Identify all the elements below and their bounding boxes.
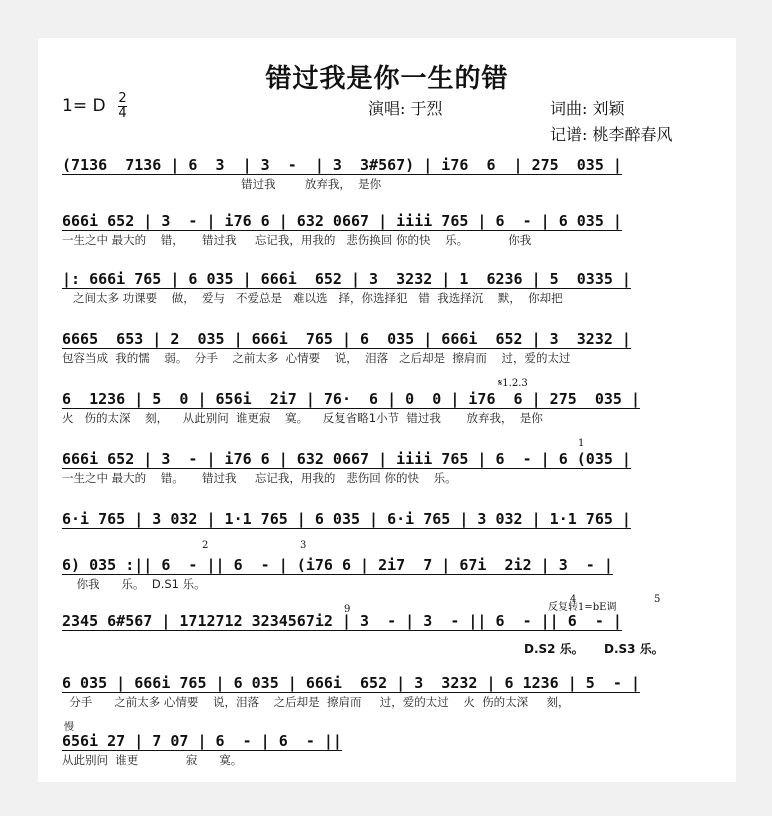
score-row	[62, 554, 722, 592]
tuplet-9-label: 9	[344, 604, 351, 615]
score-row	[62, 730, 722, 768]
notation-line: 666i 652 | 3 - | i76 6 | 632 0667 | iiii 765 | 6 - | 6 (035 |	[62, 450, 631, 468]
singer-credit: 演唱: 于烈	[368, 99, 443, 118]
notation-line: |: 666i 765 | 6 035 | 666i 652 | 3 3232 | 1 6236 | 5 0335 |	[62, 270, 631, 288]
ending-2-label: 2	[202, 540, 209, 551]
notation-line: 6·i 765 | 3 032 | 1·1 765 | 6 035 | 6·i 765 | 3 032 | 1·1 765 |	[62, 510, 631, 528]
lyric-line: 分手 之前太多 心情要 说，泪落 之后却是 擦肩而 过，爱的太过 火 伤的太深 刻，	[62, 695, 570, 709]
lyric-line: 之间太多 功课要 做， 爱与 不爱总是 难以选 择，你选择犯 错 我选择沉 默， 你却把	[62, 291, 563, 305]
notation-line: (7136 7136 | 6 3 | 3 - | 3 3#567) | i76 6 | 275 035 |	[62, 156, 622, 174]
time-signature-top: 2	[118, 91, 127, 106]
song-title: 错过我是你一生的错	[265, 64, 509, 94]
time-signature	[118, 93, 127, 120]
modulation-note: 反复转1=bE调	[548, 602, 617, 613]
notation-line: 2345 6#567 | 1712712 3234567i2 | 3 - | 3 - || 6 - || 6 - |	[62, 612, 622, 630]
tempo-slow-mark: 慢	[64, 722, 74, 733]
ending-5-label: 5	[654, 594, 661, 605]
segno-marks: 𝄋1.2.3	[498, 378, 528, 389]
lyric-line: 一生之中 最大的 错， 错过我 忘记我，用我的 悲伤换回 你的快 乐。 你我	[62, 233, 532, 247]
ds3-marker: D.S3 乐。	[604, 642, 664, 656]
lyric-line: 一生之中 最大的 错。 错过我 忘记我，用我的 悲伤回 你的快 乐。	[62, 471, 457, 485]
composer-credit: 词曲: 刘颖	[550, 99, 625, 118]
lyric-line: 错过我 放弃我， 是你	[62, 177, 382, 191]
score-row	[62, 672, 722, 710]
time-signature-bottom: 4	[118, 106, 127, 121]
lyric-line: 火 伤的太深 刻， 从此别问 谁更寂 寞。 反复省略1小节 错过我 放弃我， 是你	[62, 411, 543, 425]
notation-line: 6 1236 | 5 0 | 656i 2i7 | 76· 6 | 0 0 | i76 6 | 275 035 |	[62, 390, 640, 408]
ending-1-label: 1	[578, 438, 585, 449]
score-row	[62, 328, 722, 366]
ending-4-label: 4	[570, 594, 577, 605]
notation-line: 6 035 | 666i 765 | 6 035 | 666i 652 | 3 3232 | 6 1236 | 5 - |	[62, 674, 640, 692]
notation-line: 6665 653 | 2 035 | 666i 765 | 6 035 | 666i 652 | 3 3232 |	[62, 330, 631, 348]
key-signature: 1= D	[62, 96, 106, 116]
score-row	[62, 210, 722, 248]
score-row	[62, 154, 722, 192]
lyric-line: 从此别问 谁更 寂 寞。	[62, 753, 243, 767]
score-sheet	[38, 38, 736, 782]
score-row	[62, 448, 722, 486]
notation-line: 6) 035 :|| 6 - || 6 - | (i76 6 | 2i7 7 | 67i 2i2 | 3 - |	[62, 556, 613, 574]
score-row	[62, 268, 722, 306]
lyric-line	[62, 530, 722, 546]
notation-line: 666i 652 | 3 - | i76 6 | 632 0667 | iiii 765 | 6 - | 6 035 |	[62, 212, 622, 230]
lyric-line: 包容当成 我的懦 弱。 分手 之前太多 心情要 说， 泪落 之后却是 擦肩而 过，爱的太过	[62, 351, 571, 365]
ds2-marker: D.S2 乐。	[524, 642, 584, 656]
score-row	[62, 508, 722, 546]
score-row	[62, 388, 722, 426]
lyric-line: 你我 乐。 D.S1 乐。	[62, 577, 206, 591]
ending-3-label: 3	[300, 540, 307, 551]
notation-line: 656i 27 | 7 07 | 6 - | 6 - ||	[62, 732, 342, 750]
transcriber-credit: 记谱: 桃李醉春风	[550, 125, 673, 144]
